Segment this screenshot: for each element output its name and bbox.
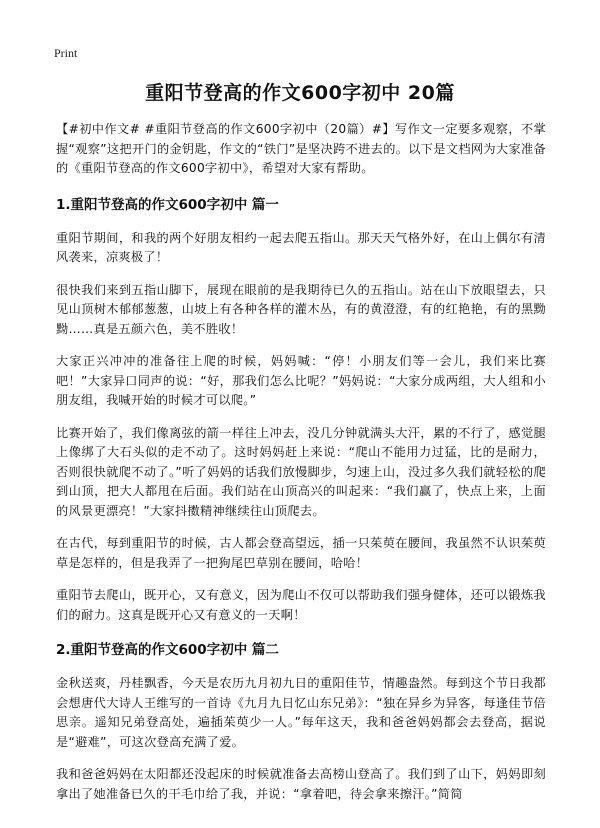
intro-paragraph: 【#初中作文# #重阳节登高的作文600字初中（20篇）#】写作文一定要多观察，不掌握“观察”这把开门的金钥匙，作文的“铁门”是坚决跨不进去的。以下是文档网为大家准备的《重阳节登高的作文600字初中》，希望对大家有帮助。 (56, 122, 546, 175)
document-body (56, 120, 546, 817)
body-paragraph: 很快我们来到五指山脚下，展现在眼前的是我期待已久的五指山。站在山下放眼望去，只见山顶树木郁郁葱葱，山坡上有各种各样的灌木丛，有的黄澄澄，有的红艳艳，有的黑黝黝……真是五颜六色，美不胜收！ (56, 282, 546, 336)
body-paragraph: 重阳节去爬山，既开心，又有意义，因为爬山不仅可以帮助我们强身健体，还可以锻炼我们的耐力。这真是既开心又有意义的一天啊！ (56, 588, 546, 622)
document-title: 重阳节登高的作文600字初中 20篇 (145, 82, 455, 104)
body-paragraph: 在古代，每到重阳节的时候，古人都会登高望远，插一只茱萸在腰间，我虽然不认识茱萸草是怎样的，但是我弄了一把狗尾巴草别在腰间，哈哈！ (56, 536, 546, 570)
body-paragraph: 重阳节期间，和我的两个好朋友相约一起去爬五指山。那天天气格外好，在山上偶尔有清风袭来，凉爽极了！ (56, 230, 546, 264)
body-paragraph: 我和爸爸妈妈在太阳都还没起床的时候就准备去高榜山登高了。我们到了山下，妈妈即刻拿出了她准备已久的干毛巾给了我，并说：“拿着吧，待会拿来擦汗。”简简 (56, 767, 546, 801)
section-heading: 2.重阳节登高的作文600字初中 篇二 (56, 642, 279, 658)
print-link[interactable]: Print (54, 46, 78, 60)
body-paragraph: 金秋送爽，丹桂飘香，今天是农历九月初九日的重阳佳节，情趣盎然。每到这个节日我都会想唐代大诗人王维写的一首诗《九月九日忆山东兄弟》：“独在异乡为异客，每逢佳节倍思亲。遥知兄弟登高处，遍插茱萸少一人。”每年这天，我和爸爸妈妈都会去登高，据说是“避难”，可这次登高充满了爱。 (56, 676, 546, 749)
body-paragraph: 比赛开始了，我们像离弦的箭一样往上冲去，没几分钟就满头大汗，累的不行了，感觉腿上像绑了大石头似的走不动了。这时妈妈赶上来说：“爬山不能用力过猛，比的是耐力，否则很快就爬不动了。”听了妈妈的话我们放慢脚步，匀速上山，没过多久我们就轻松的爬到山顶，把大人都甩在后面。我们站在山顶高兴的叫起来：“我们赢了，快点上来，上面的风景更漂亮！”大家抖擞精神继续往山顶爬去。 (56, 425, 546, 518)
body-paragraph: 大家正兴冲冲的准备往上爬的时候，妈妈喊：“停！小朋友们等一会儿，我们来比赛吧！”大家异口同声的说：“好，那我们怎么比呢？”妈妈说：“大家分成两组，大人组和小朋友组，我喊开始的时候才可以爬。” (56, 354, 546, 407)
section-heading: 1.重阳节登高的作文600字初中 篇一 (56, 196, 279, 213)
